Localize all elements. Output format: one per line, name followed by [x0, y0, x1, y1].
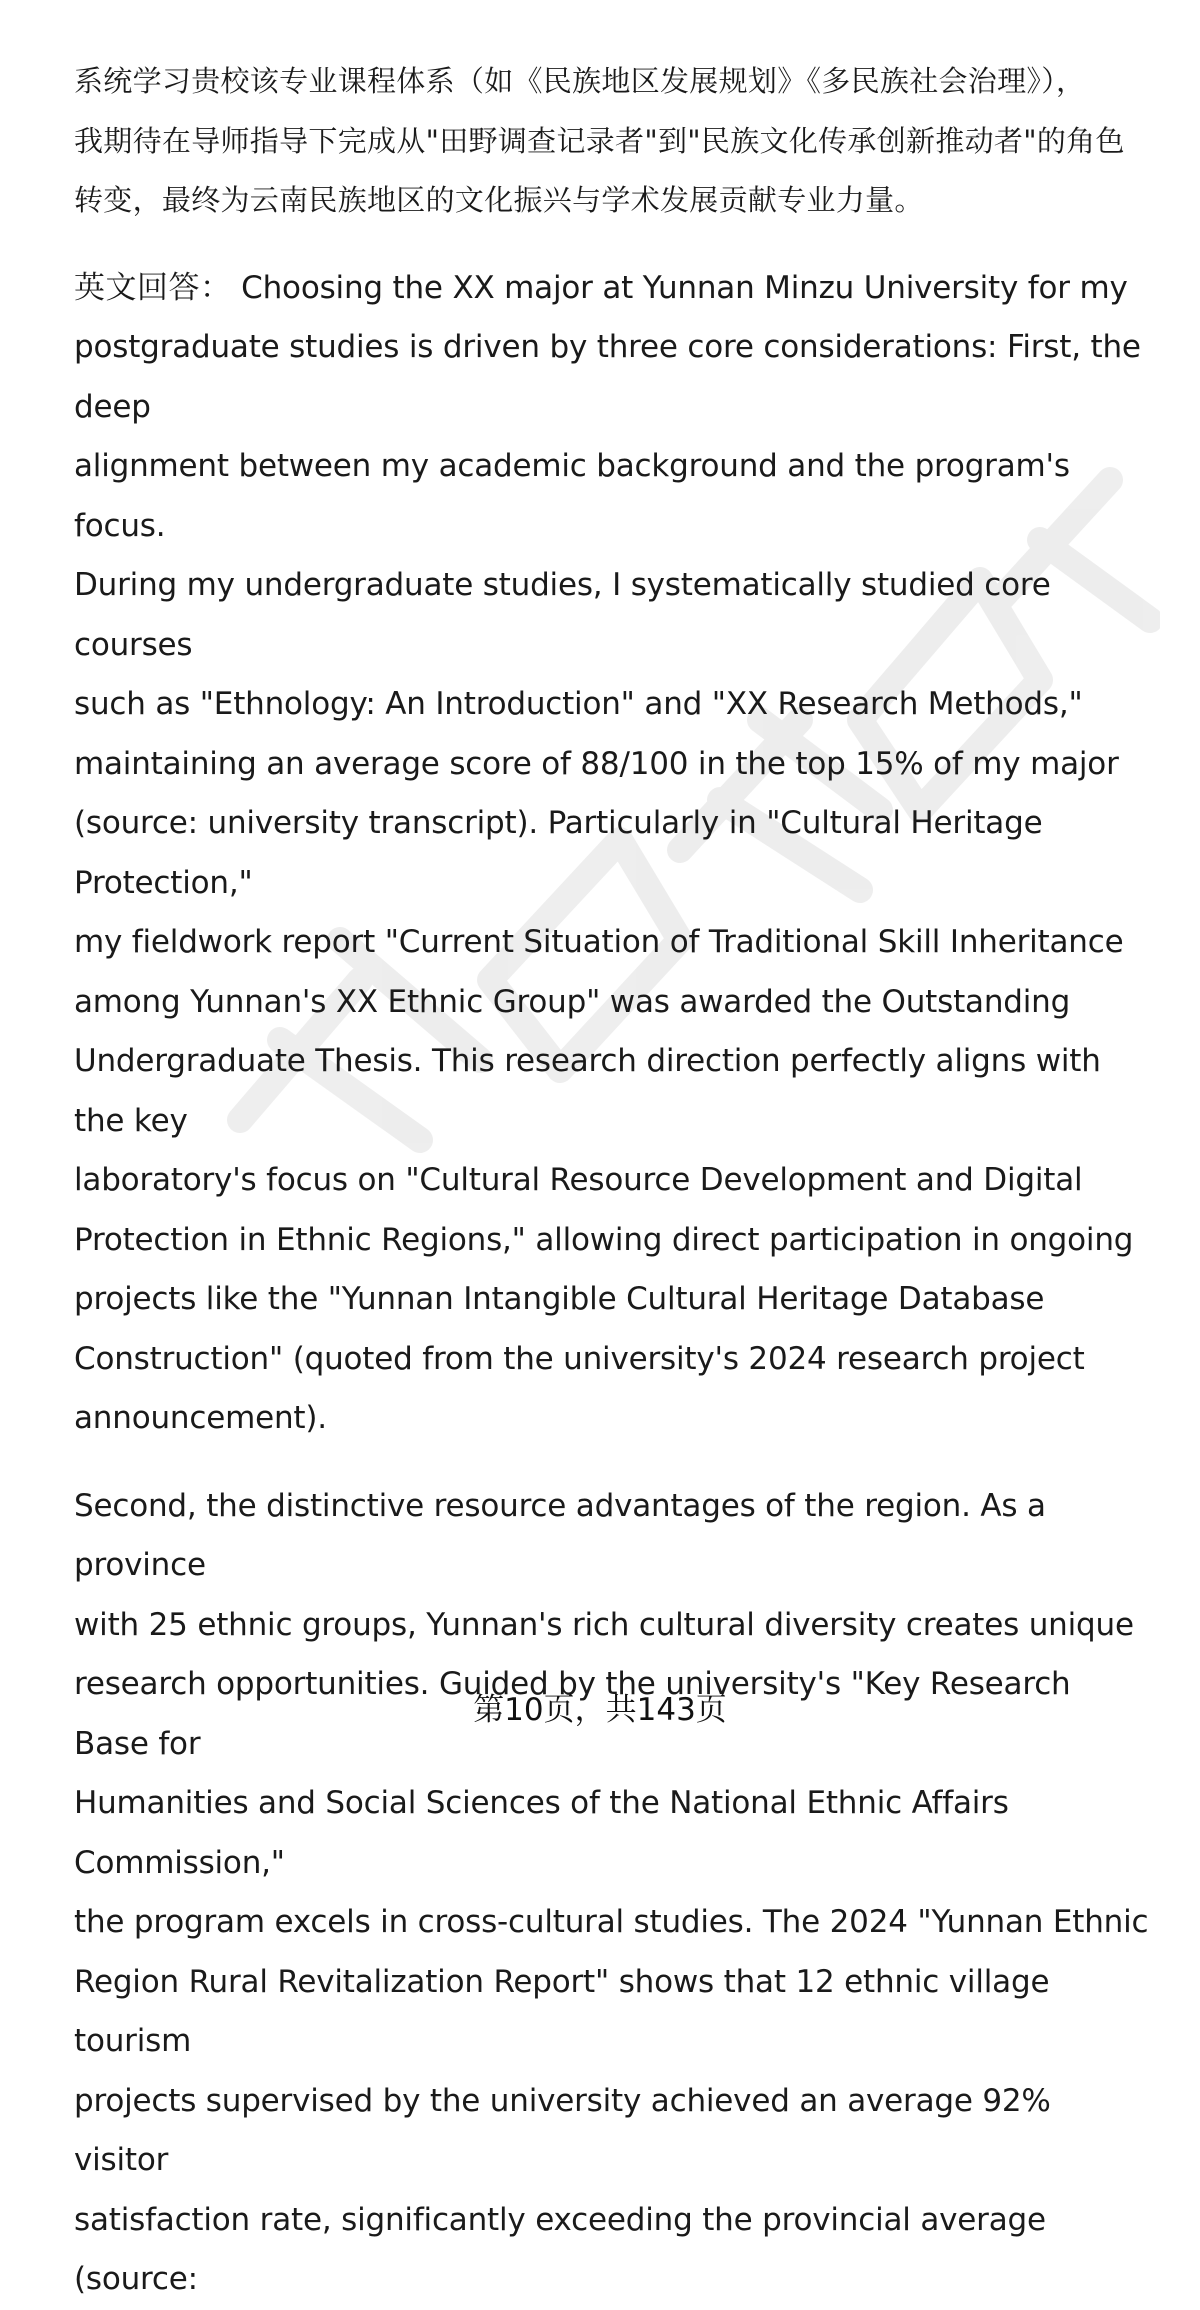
- paragraph-line: projects supervised by the university achieved an average 92% visitor: [74, 2082, 1051, 2178]
- paragraph-line: the program excels in cross-cultural studies. The 2024 "Yunnan Ethnic: [74, 1904, 1149, 1940]
- paragraph-line: my fieldwork report "Current Situation of Traditional Skill Inheritance: [74, 924, 1124, 960]
- paragraph-line: Region Rural Revitalization Report" shows that 12 ethnic village tourism: [74, 1963, 1050, 2059]
- paragraph-line: among Yunnan's XX Ethnic Group" was awarded the Outstanding: [74, 983, 1071, 1020]
- paragraph-line: Second, the distinctive resource advantages of the region. As a province: [74, 1487, 1046, 1583]
- paragraph-line: laboratory's focus on "Cultural Resource Development and Digital: [74, 1162, 1083, 1198]
- paragraph-line: such as "Ethnology: An Introduction" and "XX Research Methods,": [74, 686, 1083, 722]
- paragraph-line: maintaining an average score of 88/100 in the top 15% of my major: [74, 745, 1119, 782]
- intro-line: 我期待在导师指导下完成从"田野调查记录者"到"民族文化传承创新推动者"的角色: [74, 123, 1125, 158]
- intro-paragraph: [74, 52, 1154, 231]
- paragraph-line: with 25 ethnic groups, Yunnan's rich cultural diversity creates unique: [74, 1606, 1134, 1643]
- paragraph-line: Protection in Ethnic Regions," allowing direct participation in ongoing: [74, 1221, 1134, 1258]
- english-paragraph-1: [74, 259, 1154, 1449]
- paragraph-line: Choosing the XX major at Yunnan Minzu University for my: [241, 269, 1128, 306]
- paragraph-line: announcement).: [74, 1400, 327, 1436]
- english-paragraph-2: [74, 1477, 1154, 2310]
- paragraph-line: research opportunities. Guided by the university's "Key Research Base for: [74, 1666, 1071, 1762]
- paragraph-line: (source: university transcript). Particularly in "Cultural Heritage Protection,": [74, 805, 1043, 901]
- page-number-footer: 第10页，共143页: [473, 1692, 727, 1728]
- intro-line: 转变，最终为云南民族地区的文化振兴与学术发展贡献专业力量。: [74, 183, 924, 217]
- paragraph-line: postgraduate studies is driven by three core considerations: First, the deep: [74, 329, 1141, 425]
- paragraph-line: Humanities and Social Sciences of the National Ethnic Affairs Commission,": [74, 1785, 1009, 1881]
- paragraph-line: alignment between my academic background and the program's focus.: [74, 448, 1070, 544]
- paragraph-line: projects like the "Yunnan Intangible Cultural Heritage Database: [74, 1281, 1045, 1317]
- paragraph-line: Undergraduate Thesis. This research direction perfectly aligns with the key: [74, 1043, 1101, 1139]
- paragraph-line: satisfaction rate, significantly exceeding the provincial average (source:: [74, 2201, 1046, 2297]
- paragraph-line: During my undergraduate studies, I systematically studied core courses: [74, 567, 1051, 663]
- intro-line: 系统学习贵校该专业课程体系（如《民族地区发展规划》《多民族社会治理》），: [74, 64, 1086, 98]
- english-answer-label: 英文回答：: [74, 269, 232, 306]
- document-body: [74, 52, 1154, 2310]
- paragraph-line: Construction" (quoted from the university's 2024 research project: [74, 1340, 1085, 1377]
